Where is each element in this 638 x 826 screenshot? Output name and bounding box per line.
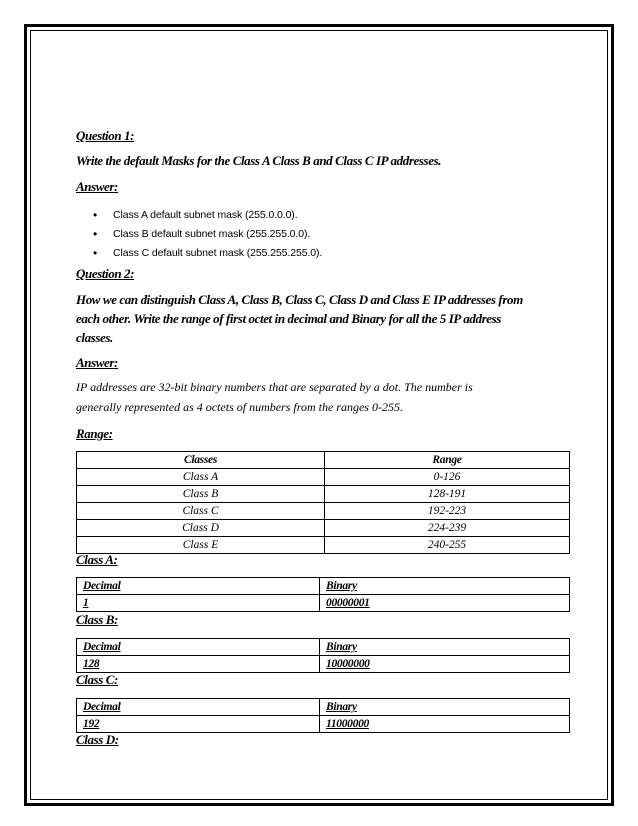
question-2-text-line-3: classes. xyxy=(76,330,113,345)
class-d-label: Class D: xyxy=(76,732,119,747)
cell-class: Class C xyxy=(77,503,325,520)
paragraph-line: IP addresses are 32-bit binary numbers that are separated by a dot. The number is xyxy=(76,380,473,394)
table-header-row xyxy=(77,578,570,595)
answer-1-list xyxy=(76,206,322,263)
table-row xyxy=(77,595,570,612)
cell-class: Class B xyxy=(77,486,325,503)
class-c-label: Class C: xyxy=(76,672,118,687)
class-a-table xyxy=(76,577,570,612)
cell-decimal: 128 xyxy=(77,656,320,673)
question-1-text: Write the default Masks for the Class A Class B and Class C IP addresses. xyxy=(76,153,442,168)
list-item: • Class C default subnet mask (255.255.255.0). xyxy=(76,244,322,263)
cell-binary: 11000000 xyxy=(320,716,570,733)
range-table xyxy=(76,451,570,554)
table-row xyxy=(77,520,570,537)
class-c-table xyxy=(76,698,570,733)
cell-range: 192-223 xyxy=(325,503,570,520)
table-row xyxy=(77,716,570,733)
header-decimal: Decimal xyxy=(77,578,320,595)
table-row xyxy=(77,486,570,503)
cell-class: Class E xyxy=(77,537,325,554)
cell-range: 224-239 xyxy=(325,520,570,537)
table-header-row xyxy=(77,699,570,716)
cell-binary: 10000000 xyxy=(320,656,570,673)
answer-1-label: Answer: xyxy=(76,179,118,194)
question-2-heading: Question 2: xyxy=(76,266,135,281)
table-row xyxy=(77,537,570,554)
list-item: • Class B default subnet mask (255.255.0.0). xyxy=(76,225,322,244)
cell-range: 128-191 xyxy=(325,486,570,503)
class-b-label: Class B: xyxy=(76,612,118,627)
cell-decimal: 1 xyxy=(77,595,320,612)
header-binary: Binary xyxy=(320,639,570,656)
list-item: • Class A default subnet mask (255.0.0.0). xyxy=(76,206,322,225)
cell-binary: 00000001 xyxy=(320,595,570,612)
answer-2-paragraph xyxy=(76,377,566,417)
class-b-table xyxy=(76,638,570,673)
table-row xyxy=(77,469,570,486)
cell-decimal: 192 xyxy=(77,716,320,733)
paragraph-line: generally represented as 4 octets of numbers from the ranges 0-255. xyxy=(76,400,403,414)
question-1-heading: Question 1: xyxy=(76,128,135,143)
header-classes: Classes xyxy=(77,452,325,469)
header-decimal: Decimal xyxy=(77,699,320,716)
question-2-text-line-1: How we can distinguish Class A, Class B, Class C, Class D and Class E IP addresses from xyxy=(76,292,523,307)
header-binary: Binary xyxy=(320,578,570,595)
question-2-text-line-2: each other. Write the range of first octet in decimal and Binary for all the 5 IP address xyxy=(76,311,501,326)
table-header-row xyxy=(77,639,570,656)
range-label: Range: xyxy=(76,426,113,441)
cell-range: 240-255 xyxy=(325,537,570,554)
header-range: Range xyxy=(325,452,570,469)
header-decimal: Decimal xyxy=(77,639,320,656)
cell-range: 0-126 xyxy=(325,469,570,486)
table-row xyxy=(77,503,570,520)
table-row xyxy=(77,656,570,673)
class-a-label: Class A: xyxy=(76,552,118,567)
cell-class: Class A xyxy=(77,469,325,486)
answer-2-label: Answer: xyxy=(76,355,118,370)
table-header-row xyxy=(77,452,570,469)
cell-class: Class D xyxy=(77,520,325,537)
header-binary: Binary xyxy=(320,699,570,716)
